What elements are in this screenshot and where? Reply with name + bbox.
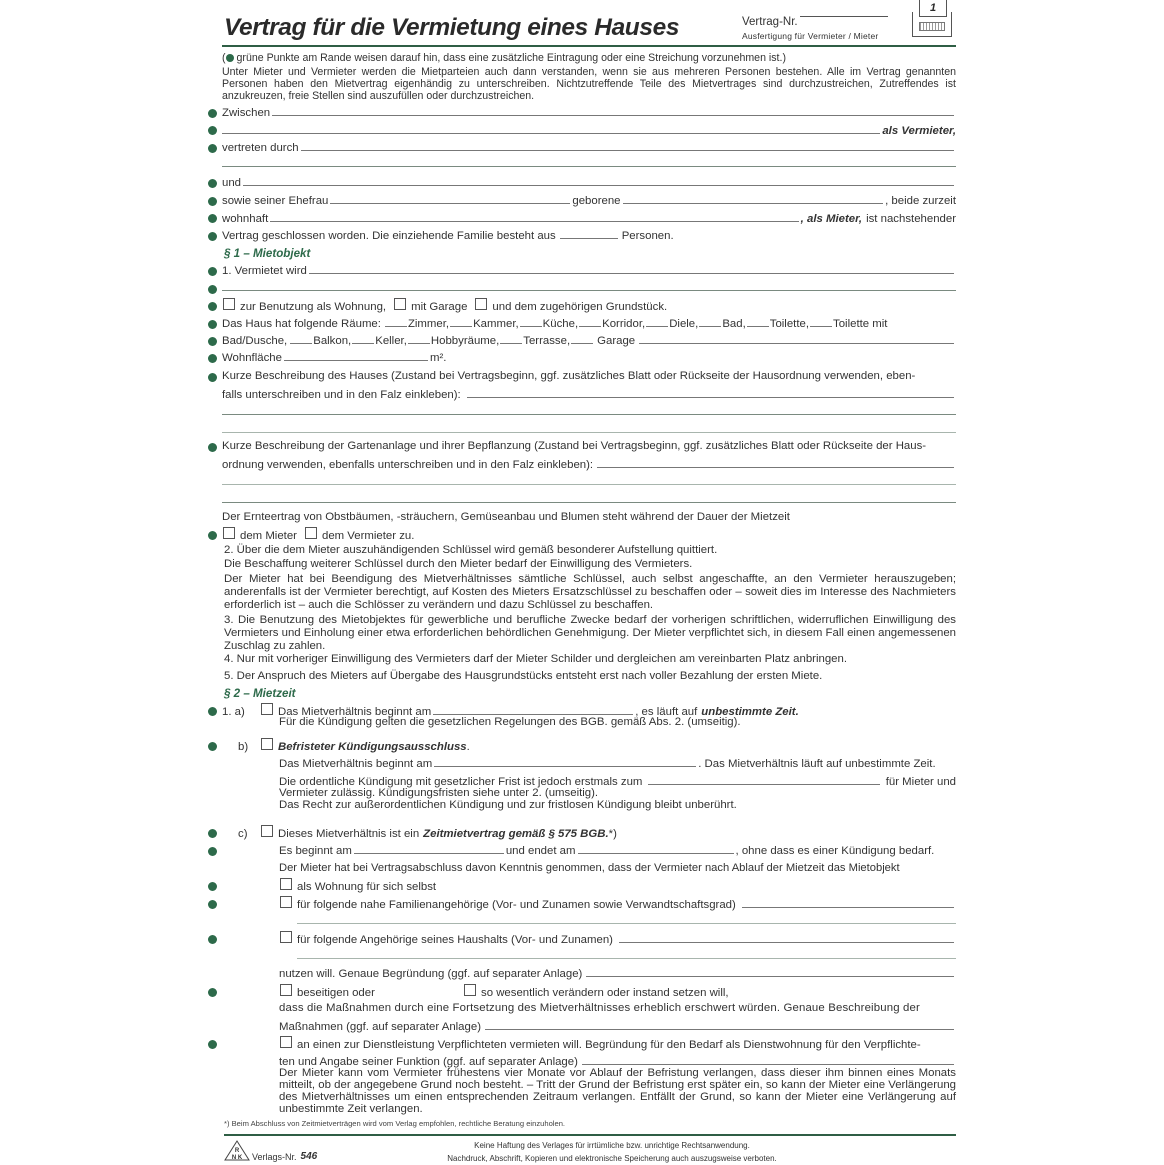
green-dot-icon bbox=[208, 320, 217, 329]
green-dot-icon bbox=[208, 443, 217, 452]
green-dot-icon bbox=[208, 829, 217, 838]
green-dot-icon bbox=[208, 109, 217, 118]
service-dwelling-checkbox[interactable] bbox=[280, 1036, 292, 1048]
service-function-field[interactable] bbox=[582, 1054, 954, 1065]
house-description-field-2[interactable] bbox=[222, 414, 956, 415]
measures-row: Maßnahmen (ggf. auf separater Anlage) bbox=[279, 1019, 956, 1034]
green-dot-icon bbox=[208, 531, 217, 540]
term-c-option-5: an einen zur Dienstleistung Verpflichteten vermieten will. Begründung für den Bedarf als Dienstwohnung für den Verpflichte- bbox=[279, 1036, 956, 1052]
spouse-row: sowie seiner Ehefrau geborene , beide zurzeit bbox=[222, 195, 956, 207]
term-b-earliest-row: Die ordentliche Kündigung mit gesetzlicher Frist ist jedoch erstmals zum für Mieter und bbox=[279, 776, 956, 788]
term-unlimited-checkbox[interactable] bbox=[261, 703, 273, 715]
term-c-option-4: beseitigen oder so wesentlich verändern oder instand setzen will, bbox=[279, 984, 956, 1000]
garden-description-field-3[interactable] bbox=[222, 502, 956, 503]
green-dot-icon bbox=[208, 126, 217, 135]
intro-paragraph: Unter Mieter und Vermieter werden die Mietparteien auch dann verstanden, wenn sie aus mehreren Personen bestehen. Alle im Vertrag genannten Personen haben den Mietvertrag eigenhändig zu unterschreiben. Nichtzutreffende Teile des Mietvertrages sind durchzustreichen, Zutreffendes ist anzukreuzen, freie Stellen sind auszufüllen oder durchzustreichen. bbox=[222, 66, 956, 102]
footnote: *) Beim Abschluss von Zeitmietverträgen wird vom Verlag empfohlen, rechtliche Beratung einzuholen. bbox=[224, 1119, 566, 1128]
keys-paragraph-1: 2. Über die dem Mieter auszuhändigenden Schlüssel wird gemäß besonderer Aufstellung quittiert. bbox=[224, 544, 718, 556]
term-c-row: c) Dieses Mietverhältnis ist ein Zeitmietvertrag gemäß § 575 BGB. *) bbox=[222, 825, 956, 841]
term-fixed-exclusion-checkbox[interactable] bbox=[261, 738, 273, 750]
garden-description-field-2[interactable] bbox=[222, 484, 956, 485]
garden-description-row-2: ordnung verwenden, ebenfalls unterschreiben und in den Falz einkleben): bbox=[222, 457, 956, 472]
spouse-name-field[interactable] bbox=[330, 193, 570, 204]
term-b-earliest-field[interactable] bbox=[648, 774, 879, 785]
term-a-start-field[interactable] bbox=[433, 704, 633, 715]
rooms-count-field[interactable] bbox=[646, 316, 668, 327]
family-use-checkbox[interactable] bbox=[280, 896, 292, 908]
residence-field[interactable] bbox=[270, 211, 798, 222]
green-dot-icon bbox=[208, 742, 217, 751]
disclaimer-line-1: Keine Haftung des Verlages für irrtümliche bzw. unrichtige Rechtsanwendung. bbox=[474, 1141, 750, 1150]
green-dot-icon bbox=[208, 197, 217, 206]
green-dot-icon bbox=[208, 900, 217, 909]
rooms-count-field[interactable] bbox=[579, 316, 601, 327]
harvest-landlord-checkbox[interactable] bbox=[305, 527, 317, 539]
term-c-option-3: für folgende Angehörige seines Haushalts (Vor- und Zunamen) bbox=[279, 931, 956, 947]
residence-row: wohnhaft , als Mieter, ist nachstehender bbox=[222, 213, 956, 225]
term-c-start-field[interactable] bbox=[354, 843, 504, 854]
disclaimer bbox=[362, 1139, 862, 1165]
contract-number-field[interactable] bbox=[742, 16, 798, 28]
section-2-heading: § 2 – Mietzeit bbox=[224, 687, 296, 700]
green-dot-icon bbox=[208, 373, 217, 382]
handover-paragraph: 5. Der Anspruch des Mieters auf Übergabe des Hausgrundstücks entsteht erst nach voller Bezahlung der ersten Miete. bbox=[224, 670, 823, 682]
rooms-count-field[interactable] bbox=[500, 333, 522, 344]
rooms-count-field[interactable] bbox=[450, 316, 472, 327]
keys-paragraph-2: Die Beschaffung weiterer Schlüssel durch den Mieter bedarf der Einwilligung des Vermieters. bbox=[224, 558, 693, 570]
publisher-number: 546 bbox=[300, 1151, 318, 1162]
usage-garage-checkbox[interactable] bbox=[394, 298, 406, 310]
term-c-reason-row: nutzen will. Genaue Begründung (ggf. auf separater Anlage) bbox=[279, 966, 956, 981]
rented-object-field[interactable] bbox=[309, 263, 954, 274]
term-b-note-2: Das Recht zur außerordentlichen Kündigung und zur fristlosen Kündigung bleibt unberührt. bbox=[279, 799, 737, 811]
rooms-count-field[interactable] bbox=[810, 316, 832, 327]
term-b-start-field[interactable] bbox=[434, 756, 696, 767]
rooms-row-2: Bad/Dusche, Balkon, Keller, Hobbyräume, Terrasse, Garage bbox=[222, 333, 956, 348]
living-area-row: Wohnfläche m². bbox=[222, 352, 447, 364]
term-a-row: 1. a) Das Mietverhältnis beginnt am , es läuft auf unbestimmte Zeit. bbox=[222, 703, 956, 719]
garage-field[interactable] bbox=[639, 333, 954, 344]
represented-row: vertreten durch bbox=[222, 140, 956, 155]
tray-number: 1 bbox=[919, 0, 947, 17]
green-dot-icon bbox=[208, 232, 217, 241]
landlord-row: als Vermieter, bbox=[222, 123, 956, 138]
term-b-note-1: Vermieter zulässig. Kündigungsfristen siehe unter 2. (umseitig). bbox=[279, 787, 599, 799]
represented-by-field-2[interactable] bbox=[222, 166, 956, 167]
green-dot-icon bbox=[208, 267, 217, 276]
measures-text: dass die Maßnahmen durch eine Fortsetzung des Mietverhältnisses erheblich erschwert würden. Genaue Beschreibung der bbox=[279, 1002, 920, 1014]
usage-residence-checkbox[interactable] bbox=[223, 298, 235, 310]
green-dot-icon bbox=[208, 354, 217, 363]
usage-land-checkbox[interactable] bbox=[475, 298, 487, 310]
landlord-field[interactable] bbox=[222, 123, 880, 134]
green-dot-icon bbox=[208, 337, 217, 346]
green-dot-icon bbox=[208, 302, 217, 311]
green-dot-note: ( grüne Punkte am Rande weisen darauf hin, dass eine zusätzliche Eintragung oder eine Streichung vorzunehmen ist.) bbox=[222, 52, 786, 64]
measures-field[interactable] bbox=[485, 1019, 954, 1030]
green-dot-icon bbox=[208, 847, 217, 856]
green-dot-icon bbox=[208, 988, 217, 997]
publisher-info bbox=[224, 1140, 317, 1162]
term-b-row: b) Befristeter Kündigungsausschluss . bbox=[222, 738, 956, 754]
green-dot-icon bbox=[208, 214, 217, 223]
modify-checkbox[interactable] bbox=[464, 984, 476, 996]
rooms-count-field[interactable] bbox=[747, 316, 769, 327]
page-title: Vertrag für die Vermietung eines Hauses bbox=[224, 14, 680, 41]
self-use-checkbox[interactable] bbox=[280, 878, 292, 890]
house-description-row-2: falls unterschreiben und in den Falz einkleben): bbox=[222, 387, 956, 402]
household-members-field[interactable] bbox=[619, 932, 954, 943]
green-dot-icon bbox=[208, 144, 217, 153]
term-c-end-field[interactable] bbox=[578, 843, 734, 854]
green-dot-icon bbox=[208, 935, 217, 944]
harvest-row: Der Ernteertrag von Obstbäumen, -sträuchern, Gemüseanbau und Blumen steht während der Dauer der Mietzeit bbox=[222, 511, 790, 523]
birth-name-field[interactable] bbox=[623, 193, 884, 204]
footer-divider bbox=[224, 1134, 956, 1136]
between-row: Zwischen bbox=[222, 105, 956, 120]
extension-paragraph: Der Mieter kann vom Vermieter frühestens vier Monate vor Ablauf der Befristung verlangen, dass dieser ihm binnen eines Monats mitteilt, ob der angegebene Grund noch besteht. – Tritt der Grund der Befristung erst später ein, so kann der Mieter eine Verlängerung des Mietverhältnisses um einen entsprechenden Zeitraum verlangen. Entfällt der Grund, so kann der Mieter eine Verlängerung auf unbestimmte Zeit verlangen. bbox=[279, 1067, 956, 1115]
rooms-count-field[interactable] bbox=[699, 316, 721, 327]
green-dot-icon bbox=[208, 1040, 217, 1049]
term-fixed-contract-checkbox[interactable] bbox=[261, 825, 273, 837]
term-c-knowledge: Der Mieter hat bei Vertragsabschluss davon Kenntnis genommen, dass der Vermieter nach Ablauf der Mietzeit das Mietobjekt bbox=[279, 862, 900, 874]
household-members-field-2[interactable] bbox=[297, 958, 956, 959]
publisher-number-label: Verlags-Nr. bbox=[252, 1152, 297, 1162]
rooms-count-field[interactable] bbox=[352, 333, 374, 344]
rooms-count-field[interactable] bbox=[520, 316, 542, 327]
house-description-row-1: Kurze Beschreibung des Hauses (Zustand bei Vertragsbeginn, ggf. zusätzliches Blatt oder Rückseite der Hausordnung verwenden, eben- bbox=[222, 370, 916, 382]
represented-by-field[interactable] bbox=[301, 140, 954, 151]
tray-icon bbox=[912, 0, 954, 40]
tenant-field[interactable] bbox=[243, 175, 954, 186]
contract-number-label: Vertrag-Nr. bbox=[742, 16, 798, 28]
rented-object-row: 1. Vermietet wird bbox=[222, 263, 956, 278]
rooms-count-field[interactable] bbox=[385, 316, 407, 327]
contract-number-input[interactable] bbox=[800, 16, 888, 17]
copy-label: Ausfertigung für Vermieter / Mieter bbox=[742, 31, 879, 41]
garden-description-row-1: Kurze Beschreibung der Gartenanlage und ihrer Bepflanzung (Zustand bei Vertragsbeginn, ggf. zusätzliches Blatt oder Rückseite der Haus- bbox=[222, 440, 927, 452]
green-dot-icon bbox=[226, 54, 234, 62]
term-c-option-1: als Wohnung für sich selbst bbox=[279, 878, 956, 894]
term-c-dates-row: Es beginnt am und endet am , ohne dass es einer Kündigung bedarf. bbox=[279, 845, 935, 857]
house-description-field[interactable] bbox=[467, 387, 954, 398]
term-b-start-row: Das Mietverhältnis beginnt am . Das Mietverhältnis läuft auf unbestimmte Zeit. bbox=[279, 758, 936, 770]
rooms-count-field[interactable] bbox=[290, 333, 312, 344]
rented-object-field-2[interactable] bbox=[222, 290, 956, 291]
usage-row: zur Benutzung als Wohnung, mit Garage und dem zugehörigen Grundstück. bbox=[222, 298, 956, 314]
green-dot-icon bbox=[208, 179, 217, 188]
keys-paragraph-3: Der Mieter hat bei Beendigung des Mietverhältnisses sämtliche Schlüssel, auch selbst angeschaffte, an den Vermieter herauszugeben; anderenfalls ist der Vermieter berechtigt, auf Kosten des Mieters Ersatzschlüssel zu beschaffen oder – soweit dies im Interesse des Nachmieters erforderlich ist – auch die Schlösser zu verändern und dazu Schlüssel zu beschaffen. bbox=[224, 573, 956, 611]
family-size-field[interactable] bbox=[560, 228, 618, 239]
disclaimer-line-2: Nachdruck, Abschrift, Kopieren und elektronische Speicherung auch auszugsweise verboten. bbox=[447, 1154, 777, 1163]
commercial-use-paragraph: 3. Die Benutzung des Mietobjektes für gewerbliche und berufliche Zwecke bedarf der vorherigen schriftlichen, widerruflichen Einwilligung des Vermieters und Einholung einer etwa erforderlichen behördlichen Genehmigung. Der Mieter verpflichtet sich, in diesem Fall einen angemessenen Zuschlag zu zahlen. bbox=[224, 614, 956, 652]
harvest-tenant-checkbox[interactable] bbox=[223, 527, 235, 539]
rooms-row-1: Das Haus hat folgende Räume: Zimmer, Kammer, Küche, Korridor, Diele, Bad, Toilette, Toilette mit bbox=[222, 318, 888, 330]
rooms-count-field[interactable] bbox=[408, 333, 430, 344]
term-c-option-2: für folgende nahe Familienangehörige (Vor- und Zunamen sowie Verwandtschaftsgrad) bbox=[279, 896, 956, 912]
garden-description-field[interactable] bbox=[597, 457, 954, 468]
green-dot-icon bbox=[208, 707, 217, 716]
zwischen-field[interactable] bbox=[272, 105, 954, 116]
family-members-field[interactable] bbox=[742, 897, 954, 908]
section-1-heading: § 1 – Mietobjekt bbox=[224, 247, 311, 260]
reason-field[interactable] bbox=[586, 966, 954, 977]
term-a-note: Für die Kündigung gelten die gesetzlichen Regelungen des BGB. gemäß Abs. 2. (umseitig). bbox=[279, 716, 741, 728]
living-area-field[interactable] bbox=[284, 350, 428, 361]
harvest-options-row: dem Mieter dem Vermieter zu. bbox=[222, 527, 956, 543]
family-size-row: Vertrag geschlossen worden. Die einziehende Familie besteht aus Personen. bbox=[222, 230, 674, 242]
household-use-checkbox[interactable] bbox=[280, 931, 292, 943]
header-divider bbox=[222, 45, 956, 47]
family-members-field-2[interactable] bbox=[297, 923, 956, 924]
publisher-logo-icon bbox=[224, 1140, 250, 1162]
and-row: und bbox=[222, 175, 956, 190]
service-function-row: ten und Angabe seiner Funktion (ggf. auf separater Anlage) bbox=[279, 1054, 956, 1069]
green-dot-icon bbox=[208, 882, 217, 891]
signs-paragraph: 4. Nur mit vorheriger Einwilligung des Vermieters darf der Mieter Schilder und dergleichen am vereinbarten Platz anbringen. bbox=[224, 653, 847, 665]
svg-text:R: R bbox=[234, 1148, 240, 1154]
rooms-count-field[interactable] bbox=[571, 333, 593, 344]
remove-checkbox[interactable] bbox=[280, 984, 292, 996]
green-dot-icon bbox=[208, 285, 217, 294]
svg-text:N K: N K bbox=[231, 1155, 243, 1161]
house-description-field-3[interactable] bbox=[222, 432, 956, 433]
